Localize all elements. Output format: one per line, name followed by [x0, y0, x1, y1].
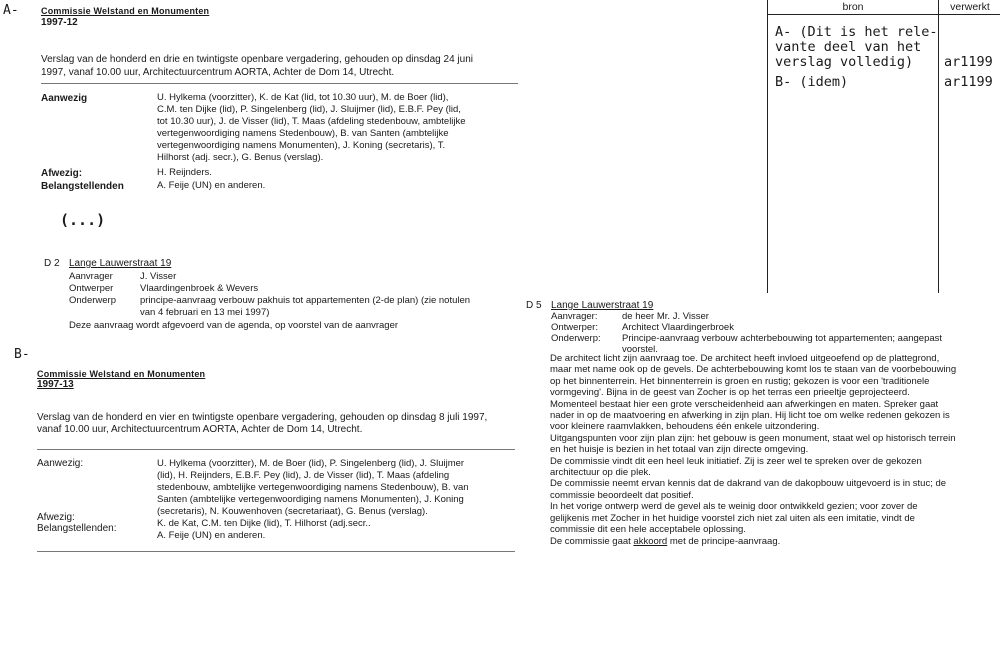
- item-d5-final-akkoord: akkoord: [633, 535, 668, 547]
- item-d5-aanvrager-value: de heer Mr. J. Visser: [622, 311, 709, 322]
- section-a-belang-label: Belangstellenden: [41, 181, 124, 192]
- source-entry-b-ref: ar1199: [944, 74, 993, 90]
- section-a-rule-1: [41, 83, 518, 84]
- section-a-aanwezig-line-2: C.M. ten Dijke (lid), P. Singelenberg (lid), J. Sluijmer (lid), E.B.F. Pey (lid,: [157, 104, 461, 115]
- section-b-number: 1997-13: [37, 379, 74, 390]
- item-d5-onderwerp-line-1: Principe-aanvraag verbouw achterbebouwing tot appartementen; aangepast: [622, 333, 943, 344]
- item-d5-title: Lange Lauwerstraat 19: [551, 300, 654, 311]
- item-d2-onderwerp-label: Onderwerp: [69, 295, 116, 306]
- item-d2-code: D 2: [44, 258, 60, 269]
- section-b-afwezig-value: K. de Kat, C.M. ten Dijke (lid), T. Hilhorst (adj.secr..: [157, 518, 371, 529]
- source-table-col-verwerkt: verwerkt: [950, 1, 990, 13]
- source-table-col-bron: bron: [842, 1, 864, 13]
- section-a-aanwezig-line-1: U. Hylkema (voorzitter), K. de Kat (lid, tot 10.30 uur), M. de Boer (lid),: [157, 92, 449, 103]
- section-a-aanwezig-line-3: tot 10.30 uur), J. de Visser (lid), T. Maas (afdeling stedenbouw, ambtelijke: [157, 116, 466, 127]
- item-d2-ontwerper-label: Ontwerper: [69, 283, 114, 294]
- item-d5-body-line-10: De commissie vindt dit een heel leuk initiatief. Zij is zeer wel te spreken over de gekozen: [550, 455, 922, 467]
- item-d5-body-line-8: Uitgangspunten voor zijn plan zijn: het gebouw is geen monument, staat wel op historisch terrein: [550, 432, 956, 444]
- section-a-marker: A-: [3, 3, 19, 18]
- section-a-aanwezig-line-4: vertegenwoordiging namens Stedenbouw), B. van Santen (ambtelijke: [157, 128, 449, 139]
- section-b-org-title: Commissie Welstand en Monumenten: [37, 369, 206, 379]
- item-d2-onderwerp-line-2: van 4 februari en 13 mei 1997): [140, 307, 270, 318]
- source-entry-a-ref: ar1199: [944, 54, 993, 70]
- item-d2-decision: Deze aanvraag wordt afgevoerd van de agenda, op voorstel van de aanvrager: [69, 320, 399, 331]
- section-b-intro-line-1: Verslag van de honderd en vier en twintigste openbare vergadering, gehouden op dinsdag 8 juli 1997,: [37, 412, 488, 423]
- item-d5-body-line-5: Momenteel bestaat hier een grote verscheidenheid aan afwerkingen en maten. Spreker gaat: [550, 398, 939, 410]
- item-d5-body-line-2: maar met name ook op de gevels. De achterbebouwing komt los te staan van de voorbebouwing: [550, 364, 957, 376]
- item-d5-body-line-1: De architect licht zijn aanvraag toe. De architect heeft invloed uitgeoefend op de plattegrond,: [550, 353, 940, 364]
- item-d5-body-line-7: voor kleinere raamvlakken, behoudens één enkele uitzondering.: [550, 421, 820, 433]
- item-d5-body-line-15: gelijkenis met Zocher in het huidige voorstel zich niet zal uiten als een imitatie, vindt de: [550, 512, 915, 524]
- item-d5-ontwerper-label: Ontwerper:: [551, 322, 598, 333]
- item-d5-final-prefix: De commissie gaat: [550, 535, 634, 547]
- section-b-aanwezig-line-1: U. Hylkema (voorzitter), M. de Boer (lid), P. Singelenberg (lid), J. Sluijmer: [157, 458, 465, 469]
- section-b-belang-label: Belangstellenden:: [37, 523, 117, 534]
- item-d2-onderwerp-line-1: principe-aanvraag verbouw pakhuis tot appartementen (2-de plan) (zie notulen: [140, 295, 471, 306]
- source-entry-a-line-1: A- (Dit is het rele-: [775, 24, 938, 40]
- item-d5-body-line-11: architectuur op die plek.: [550, 467, 651, 479]
- item-d5-body: [550, 353, 998, 547]
- section-a-aanwezig-label: Aanwezig: [41, 93, 88, 104]
- item-d5-ontwerper-value: Architect Vlaardingerbroek: [622, 322, 734, 333]
- section-a-intro-line-2: 1997, vanaf 10.00 uur, Architectuurcentrum AORTA, Achter de Dom 14, Utrecht.: [41, 67, 395, 78]
- item-d2-title: Lange Lauwerstraat 19: [69, 258, 172, 269]
- item-d2-aanvrager-value: J. Visser: [140, 271, 177, 282]
- section-b-aanwezig-label: Aanwezig:: [37, 458, 84, 469]
- source-table-left-border: [767, 0, 768, 293]
- item-d5-body-line-3: op het binnenterrein. Het binnenterrein is groen en rustig; gekozen is voor een 'traditionele: [550, 375, 930, 387]
- section-b-marker: B-: [14, 347, 30, 362]
- section-b-aanwezig-line-4: Santen (ambtelijke vertegenwoordiging namens Monumenten), J. Koning: [157, 494, 464, 505]
- item-d5-final-suffix: met de principe-aanvraag.: [667, 535, 781, 547]
- section-b-intro-line-2: vanaf 10.00 uur, Architectuurcentrum AORTA, Achter de Dom 14, Utrecht.: [37, 424, 363, 435]
- section-b-rule-1: [37, 449, 515, 450]
- source-entry-a-line-2: vante deel van het: [775, 39, 922, 55]
- item-d5-body-line-6: nader in op de maatvoering en afwerking in zijn plan. Hij licht toe om welke redenen gekozen is: [550, 410, 950, 422]
- source-table-divider: [938, 0, 939, 293]
- source-table-header-rule: [767, 14, 1000, 15]
- section-a-aanwezig-line-5: vertegenwoordiging namens Monumenten), J. Koning (secretaris), T.: [157, 140, 446, 151]
- section-b-aanwezig-line-5: (secretaris), N. Kouwenhoven (secretariaat), G. Benus (verslag).: [157, 506, 428, 517]
- section-a-afwezig-value: H. Reijnders.: [157, 167, 212, 178]
- section-b-rule-2: [37, 551, 515, 552]
- section-a-aanwezig-line-6: Hilhorst (adj. secr.), G. Benus (verslag).: [157, 152, 324, 163]
- section-a-intro-line-1: Verslag van de honderd en drie en twintigste openbare vergadering, gehouden op dinsdag 24 juni: [41, 54, 473, 65]
- item-d5-aanvrager-label: Aanvrager:: [551, 311, 598, 322]
- item-d5-body-line-9: en het huisje is bezien in het totaal van zijn directe omgeving.: [550, 444, 809, 456]
- item-d2-ontwerper-value: Vlaardingenbroek & Wevers: [140, 283, 259, 294]
- item-d5-onderwerp-line-2: voorstel.: [622, 344, 658, 355]
- item-d2-aanvrager-label: Aanvrager: [69, 271, 113, 282]
- item-d5-body-line-12: De commissie neemt ervan kennis dat de dakrand van de dakopbouw uitgevoerd is in stuc; de: [550, 478, 947, 490]
- item-d5-onderwerp-label: Onderwerp:: [551, 333, 601, 344]
- section-b-aanwezig-line-2: (lid), H. Reijnders, E.B.F. Pey (lid), J. de Visser (lid), T. Maas (afdeling: [157, 470, 450, 481]
- section-a-belang-value: A. Feije (UN) en anderen.: [157, 180, 266, 191]
- section-a-number: 1997-12: [41, 17, 78, 28]
- section-a-org-title: Commissie Welstand en Monumenten: [41, 6, 210, 16]
- item-d5-body-line-14: In het vorige ontwerp werd de gevel als te weinig door ontwikkeld gezien; voor zover de: [550, 501, 918, 513]
- item-d5-code: D 5: [526, 300, 542, 311]
- item-d5-body-line-16: commissie dit een hele acceptabele oplossing.: [550, 524, 746, 536]
- item-d5-body-line-13: commissie beoordeelt dat positief.: [550, 489, 694, 501]
- item-d5-body-line-4: vormgeving'. Bijna in de geest van Zocher is op het terras een prieeltje geprojecteerd.: [550, 387, 910, 399]
- source-entry-a-line-3: verslag volledig): [775, 54, 914, 70]
- item-d5-final-line: [550, 536, 998, 547]
- section-b-afwezig-label: Afwezig:: [37, 512, 75, 523]
- source-entry-b: B- (idem): [775, 74, 849, 90]
- section-b-belang-value: A. Feije (UN) en anderen.: [157, 530, 266, 541]
- section-a-afwezig-label: Afwezig:: [41, 168, 83, 179]
- omission-ellipsis: (...): [60, 211, 106, 229]
- section-b-aanwezig-line-3: stedenbouw, ambtelijke vertegenwoordiging namens Stedenbouw), B. van: [157, 482, 469, 493]
